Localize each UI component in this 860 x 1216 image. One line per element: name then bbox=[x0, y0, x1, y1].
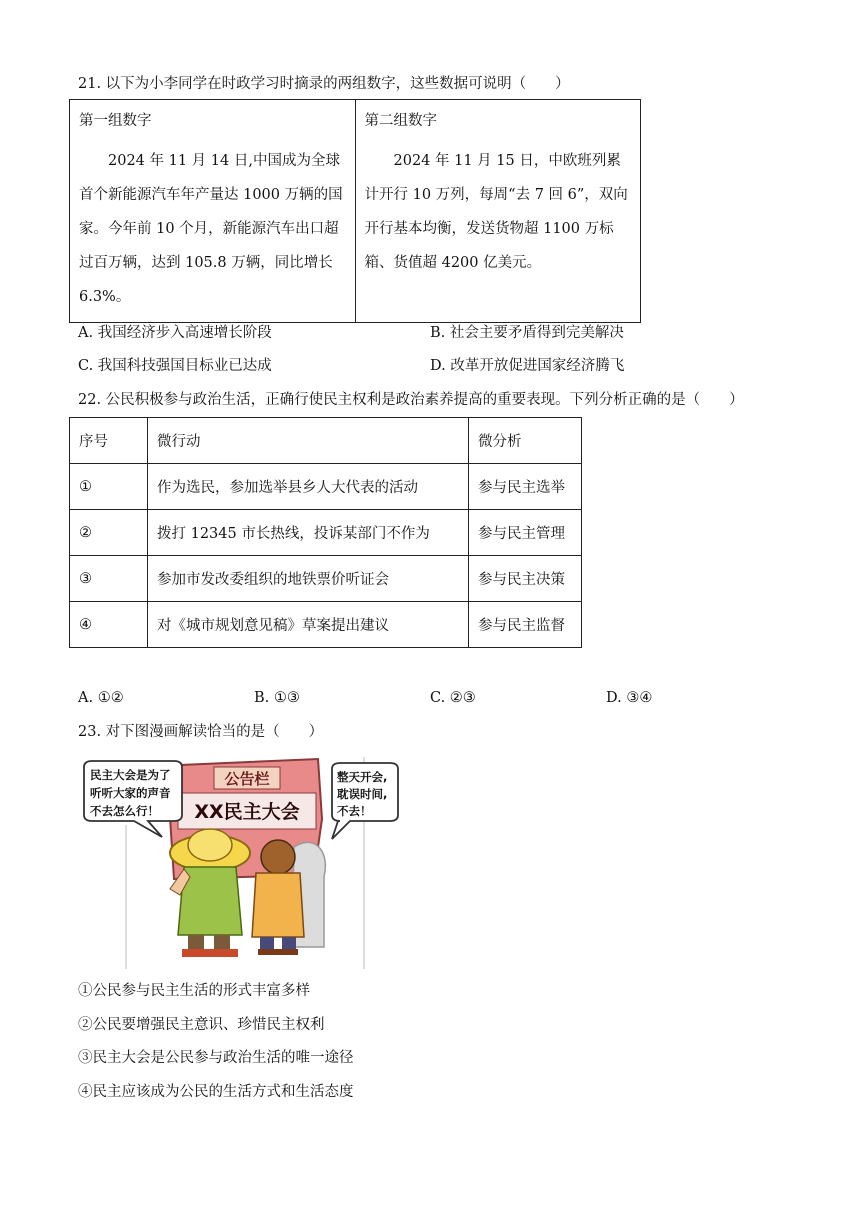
bubble-left-line: 听听大家的声音 bbox=[90, 786, 171, 800]
q22-stem: 22. 公民积极参与政治生活，正确行使民主权利是政治素养提高的重要表现。下列分析正确的是（ ） bbox=[78, 392, 744, 408]
bubble-right-line: 耽误时间, bbox=[337, 787, 388, 801]
row-index: ③ bbox=[70, 556, 148, 602]
table-row bbox=[70, 556, 582, 602]
row-index: ② bbox=[70, 510, 148, 556]
group2-title: 第二组数字 bbox=[364, 113, 437, 129]
q21-option-d[interactable]: D. 改革开放促进国家经济腾飞 bbox=[430, 358, 625, 374]
q22-option-c[interactable]: C. ②③ bbox=[430, 690, 476, 706]
bubble-right-line: 不去！ bbox=[337, 804, 372, 818]
row-action: 拨打 12345 市长热线，投诉某部门不作为 bbox=[148, 510, 469, 556]
q21-option-a[interactable]: A. 我国经济步入高速增长阶段 bbox=[78, 325, 272, 341]
q21-option-c[interactable]: C. 我国科技强国目标业已达成 bbox=[78, 358, 272, 374]
header-index: 序号 bbox=[70, 418, 148, 464]
row-action: 作为选民，参加选举县乡人大代表的活动 bbox=[148, 464, 469, 510]
table-row bbox=[70, 464, 582, 510]
q23-statement-3: ③民主大会是公民参与政治生活的唯一途径 bbox=[78, 1050, 354, 1066]
group1-body: 2024 年 11 月 14 日,中国成为全球首个新能源汽车年产量达 1000 万辆的国家。今年前 10 个月，新能源汽车出口超过百万辆，达到 105.8 万辆，同比增长 6.3%。 bbox=[79, 153, 343, 305]
header-analysis: 微分析 bbox=[469, 418, 582, 464]
row-action: 参加市发改委组织的地铁票价听证会 bbox=[148, 556, 469, 602]
board-title: XX民主大会 bbox=[194, 801, 300, 823]
row-action: 对《城市规划意见稿》草案提出建议 bbox=[148, 602, 469, 648]
bubble-right-line: 整天开会, bbox=[337, 770, 388, 784]
row-analysis: 参与民主选举 bbox=[469, 464, 582, 510]
group1-title: 第一组数字 bbox=[79, 113, 152, 129]
header-action: 微行动 bbox=[148, 418, 469, 464]
table-row bbox=[70, 602, 582, 648]
q23-statement-1: ①公民参与民主生活的形式丰富多样 bbox=[78, 983, 310, 999]
q21-option-b[interactable]: B. 社会主要矛盾得到完美解决 bbox=[430, 325, 624, 341]
table-row bbox=[70, 510, 582, 556]
row-index: ④ bbox=[70, 602, 148, 648]
q23-statement-2: ②公民要增强民主意识、珍惜民主权利 bbox=[78, 1017, 325, 1033]
row-analysis: 参与民主监督 bbox=[469, 602, 582, 648]
q23-stem: 23. 对下图漫画解读恰当的是（ ） bbox=[78, 724, 324, 740]
bubble-left-line: 民主大会是为了 bbox=[90, 768, 171, 782]
q22-option-b[interactable]: B. ①③ bbox=[254, 690, 300, 706]
row-index: ① bbox=[70, 464, 148, 510]
board-header: 公告栏 bbox=[224, 770, 270, 788]
group2-body: 2024 年 11 月 15 日，中欧班列累计开行 10 万列，每周“去 7 回 6”，双向开行基本均衡，发送货物超 1100 万标箱、货值超 4200 亿美元。 bbox=[364, 153, 628, 271]
q23-statement-4: ④民主应该成为公民的生活方式和生活态度 bbox=[78, 1084, 354, 1100]
bubble-left-line: 不去怎么行！ bbox=[90, 804, 159, 818]
row-analysis: 参与民主决策 bbox=[469, 556, 582, 602]
q22-table bbox=[69, 417, 582, 648]
q22-option-d[interactable]: D. ③④ bbox=[606, 690, 653, 706]
democracy-meeting-cartoon bbox=[78, 757, 408, 969]
table-header-row bbox=[70, 418, 582, 464]
q22-option-a[interactable]: A. ①② bbox=[78, 690, 124, 706]
group2-cell bbox=[355, 100, 641, 323]
q21-data-table bbox=[69, 99, 641, 323]
row-analysis: 参与民主管理 bbox=[469, 510, 582, 556]
group1-cell bbox=[70, 100, 356, 323]
q21-stem: 21. 以下为小李同学在时政学习时摘录的两组数字，这些数据可说明（ ） bbox=[78, 76, 570, 92]
